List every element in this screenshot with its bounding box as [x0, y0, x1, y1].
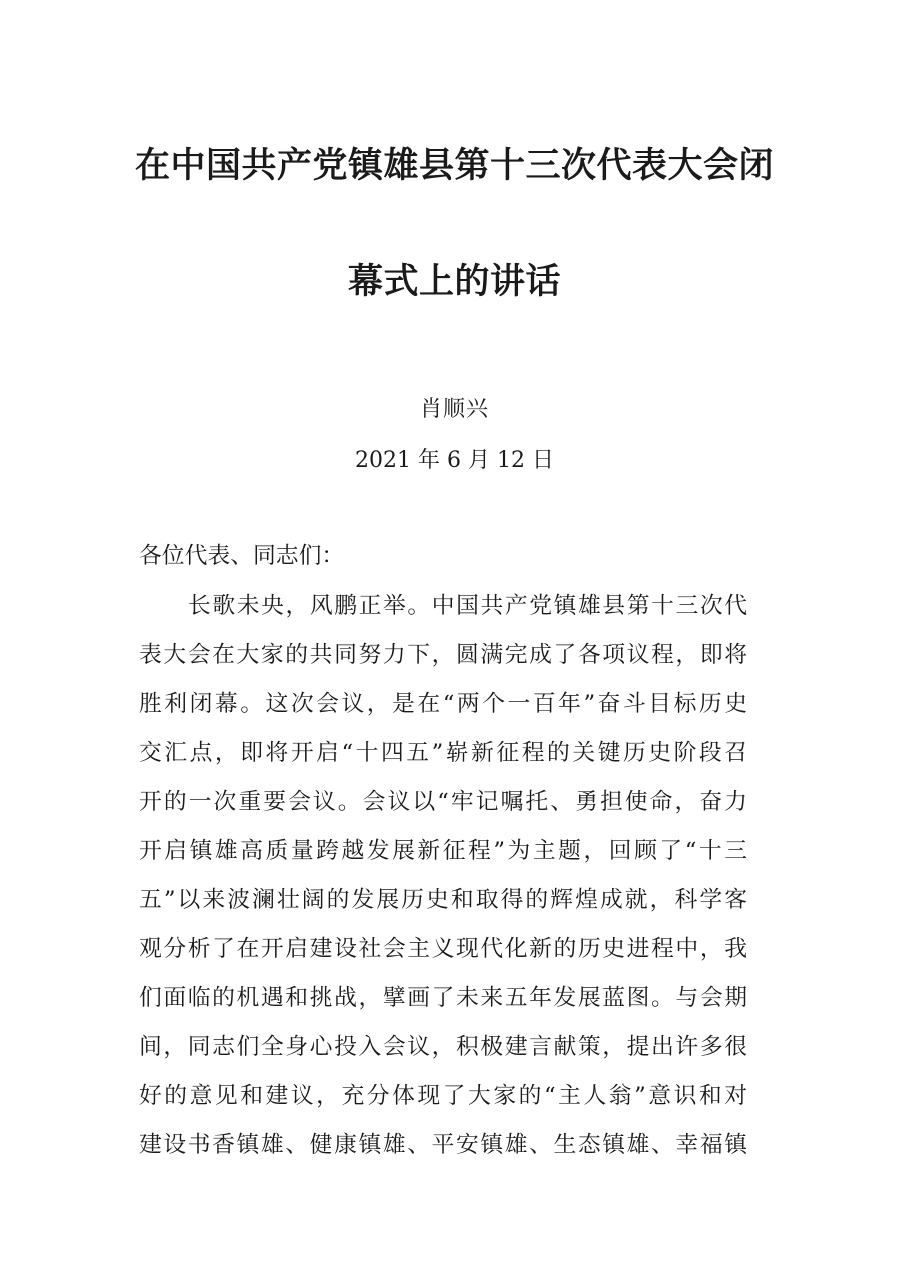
paragraph-line: 表大会在大家的共同努力下，圆满完成了各项议程，即将 [139, 642, 747, 668]
document-title-line-2: 幕式上的讲话 [347, 262, 561, 302]
salutation: 各位代表、同志们： [139, 543, 345, 569]
paragraph-line: 开的一次重要会议。会议以“牢记嘱托、勇担使命，奋力 [139, 789, 747, 815]
author-name: 肖顺兴 [419, 397, 489, 422]
paragraph-line: 交汇点，即将开启“十四五”崭新征程的关键历史阶段召 [139, 740, 747, 766]
paragraph-line: 建设书香镇雄、健康镇雄、平安镇雄、生态镇雄、幸福镇 [139, 1132, 747, 1158]
paragraph-line: 间，同志们全身心投入会议，积极建言献策，提出许多很 [139, 1034, 747, 1060]
paragraph-line: 长歌未央，风鹏正举。中国共产党镇雄县第十三次代 [188, 593, 747, 619]
paragraph-line: 们面临的机遇和挑战，擘画了未来五年发展蓝图。与会期 [139, 985, 747, 1011]
paragraph-line: 观分析了在开启建设社会主义现代化新的历史进程中，我 [139, 936, 747, 962]
speech-date: 2021 年 6 月 12 日 [355, 448, 554, 473]
document-title-line-1: 在中国共产党镇雄县第十三次代表大会闭 [134, 146, 774, 186]
paragraph-line: 开启镇雄高质量跨越发展新征程”为主题，回顾了“十三 [139, 838, 747, 864]
paragraph-line: 好的意见和建议，充分体现了大家的“主人翁”意识和对 [139, 1083, 747, 1109]
paragraph-line: 五”以来波澜壮阔的发展历史和取得的辉煌成就，科学客 [139, 887, 747, 913]
paragraph-line: 胜利闭幕。这次会议，是在“两个一百年”奋斗目标历史 [139, 691, 747, 717]
